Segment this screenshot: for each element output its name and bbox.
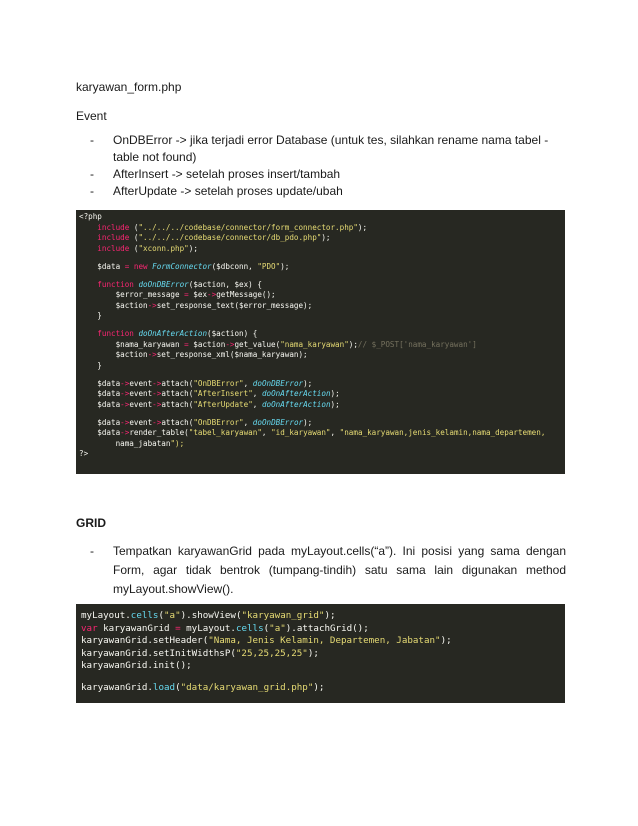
grid-bullet-myLayout	[90, 542, 566, 599]
code-line: $data->render_table("tabel_karyawan", "id_karyawan", "nama_karyawan,jenis_kelamin,nama_departemen,	[79, 428, 546, 438]
code-line: $error_message = $ex->getMessage();	[79, 290, 276, 300]
grid-heading: GRID	[76, 516, 106, 530]
code-line: include ("xconn.php");	[97, 243, 198, 253]
code-line: $data->event->attach("AfterUpdate", doOnAfterAction);	[79, 399, 340, 409]
event-bullet-list	[90, 132, 566, 200]
code-line	[79, 272, 562, 280]
code-line: }	[79, 311, 102, 321]
bullet-text: OnDBError -> jika terjadi error Database (untuk tes, silahkan rename nama tabel - table not found)	[113, 133, 549, 164]
code-line: $data->event->attach("OnDBError", doOnDBError);	[79, 378, 313, 388]
code-line: karyawanGrid.init();	[81, 660, 192, 671]
code-line: $data->event->attach("AfterInsert", doOnAfterAction);	[79, 389, 340, 399]
bullet-text: AfterUpdate -> setelah proses update/ubah	[113, 184, 343, 198]
code-line: nama_jabatan");	[79, 438, 185, 448]
code-line: ?>	[79, 449, 89, 459]
event-heading: Event	[76, 109, 107, 123]
code-line: $action->set_response_xml($nama_karyawan);	[79, 350, 308, 360]
bullet-marker: -	[90, 167, 94, 181]
bullet-marker: -	[90, 544, 94, 558]
bullet-text: Tempatkan karyawanGrid pada myLayout.cells(“a”). Ini posisi yang sama dengan Form, agar tidak bentrok (tumpang-tindih) satu sama lain digunakan method myLayout.showView().	[113, 544, 566, 596]
event-bullet-ondberror	[90, 132, 566, 166]
bullet-marker: -	[90, 133, 94, 147]
bullet-marker: -	[90, 184, 94, 198]
code-line	[79, 254, 562, 262]
code-line: $data = new FormConnector($dbconn, "PDO");	[79, 261, 290, 271]
code-line: $action->set_response_text($error_message);	[79, 300, 313, 310]
php-code-block	[76, 210, 565, 474]
code-line: $data->event->attach("OnDBError", doOnDBError);	[79, 417, 313, 427]
code-line: karyawanGrid.setHeader("Nama, Jenis Kelamin, Departemen, Jabatan");	[81, 635, 452, 646]
code-line: karyawanGrid.setInitWidthsP("25,25,25,25");	[81, 647, 319, 659]
code-line	[81, 673, 560, 682]
code-line: $nama_karyawan = $action->get_value("nama_karyawan");// $_POST['nama_karyawan']	[79, 339, 477, 349]
code-line: }	[79, 360, 102, 370]
code-line	[79, 410, 562, 418]
code-line: function doOnDBError($action, $ex) {	[97, 279, 262, 289]
event-bullet-afterupdate	[90, 183, 566, 200]
code-line: include ("../../../codebase/connector/db_pdo.php");	[97, 233, 331, 242]
code-line	[79, 371, 562, 379]
event-bullet-afterinsert	[90, 166, 566, 183]
code-line: function doOnAfterAction($action) {	[97, 329, 258, 339]
js-code-block	[76, 604, 565, 703]
file-name: karyawan_form.php	[76, 80, 182, 94]
code-line: myLayout.cells("a").showView("karyawan_grid");	[81, 610, 336, 621]
bullet-text: AfterInsert -> setelah proses insert/tambah	[113, 167, 341, 181]
grid-bullet-list	[90, 542, 566, 599]
code-line: var karyawanGrid = myLayout.cells("a").attachGrid();	[81, 622, 369, 634]
code-line: <?php	[79, 212, 102, 221]
code-line: include ("../../../codebase/connector/form_connector.php");	[97, 222, 368, 232]
code-line: karyawanGrid.load("data/karyawan_grid.php");	[81, 681, 325, 693]
code-line	[79, 322, 562, 330]
